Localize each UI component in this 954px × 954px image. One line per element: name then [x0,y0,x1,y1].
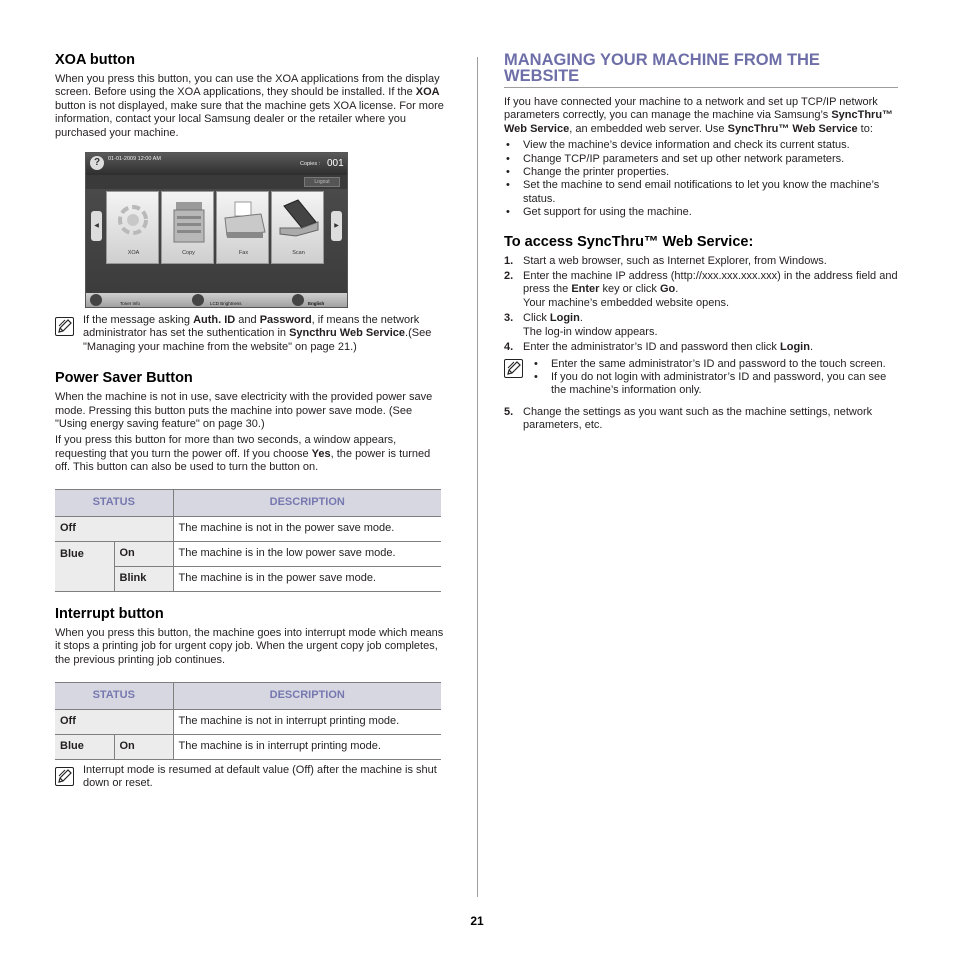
list-item: 1. Start a web browser, such as Internet Explorer, from Windows. [504,254,827,267]
xoa-heading: XOA button [55,52,135,68]
list-item: 2. Enter the machine IP address (http://xxx.xxx.xxx.xxx) in the address field and press the Enter key or click Go. Your machine’s embedded website opens. [504,270,898,309]
access-steps [504,255,898,355]
description-cell: The machine is not in interrupt printing mode. [173,709,441,734]
status-cell: Blue [55,541,114,591]
note-pencil-icon [55,317,74,336]
status-cell: Off [55,709,173,734]
page-number: 21 [470,914,484,928]
tile-xoa-label: XOA [127,250,140,257]
help-icon[interactable]: ? [90,156,104,170]
interrupt-heading: Interrupt button [55,605,164,622]
fax-icon [217,192,270,248]
interrupt-table [55,682,441,760]
list-item: • If you do not login with administrator’s ID and password, you can see the machine’s information only. [532,371,898,398]
managing-intro: If you have connected your machine to a network and set up TCP/IP network parameters correctly, you can manage the machine via Samsung’s SyncThru™ Web Service, an embedded web server. Use SyncThru™ Web Service to: [504,96,894,135]
list-item: • Change TCP/IP parameters and set up other network parameters. [504,153,898,166]
tile-fax-label: Fax [238,250,249,257]
description-cell: The machine is in the power save mode. [173,566,441,591]
list-item: • View the machine’s device information and check its current status. [504,139,898,152]
xoa-paragraph: When you press this button, you can use the XOA applications from the display screen. Before using the XOA applications, they should be installed. If the XOA button is not displayed, make sure that the machine gets XOA license. For more information, contact your local Samsung dealer or the retailer where you purchased your machine. [55,73,444,139]
managing-heading: MANAGING YOUR MACHINE FROM THE WEBSITE [504,52,898,88]
note-login [504,358,898,398]
power-th-description: DESCRIPTION [173,489,441,516]
tile-xoa[interactable] [106,191,159,264]
copies-value: 001 [327,158,344,170]
power-saver-p1: When the machine is not in use, save electricity with the provided power save mode. Pressing this button puts the machine into power save mode. (See "Using energy saving feature" on page 30.) [55,391,433,431]
copier-icon [162,192,215,248]
left-column [55,52,447,791]
list-item: • Set the machine to send email notifications to let you know the machine’s status. [504,179,898,206]
description-cell: The machine is in interrupt printing mode. [173,734,441,759]
description-cell: The machine is in the low power save mode. [173,541,441,566]
description-cell: The machine is not in the power save mode. [173,516,441,541]
screen-datetime: 01-01-2009 12:00 AM [108,156,161,163]
list-item: • Change the printer properties. [504,166,898,179]
toner-info-label: Toner Info [120,301,141,307]
tile-fax[interactable] [216,191,269,264]
xoa-screen-illustration [85,152,348,308]
substatus-cell: On [114,734,173,759]
language-label: English [308,301,325,307]
managing-bullet-list [504,139,898,219]
status-cell: Blue [55,734,114,759]
language-globe-icon[interactable] [292,294,304,306]
brightness-icon[interactable] [192,294,204,306]
power-th-status: STATUS [55,489,173,516]
tile-copy[interactable] [161,191,214,264]
status-cell: Off [55,516,173,541]
list-item: • Get support for using the machine. [504,206,898,219]
table-row [55,516,441,541]
interrupt-p1: When you press this button, the machine goes into interrupt mode which means it stops a printing job for urgent copy job. When the urgent copy job completes, the previous printing job continues. [55,626,444,666]
substatus-cell: On [114,541,173,566]
note-interrupt: Interrupt mode is resumed at default value (Off) after the machine is shut down or reset. [55,764,447,791]
table-row [55,709,441,734]
screen-right-arrow[interactable]: ▶ [331,211,342,241]
table-row [55,734,441,759]
note-auth: If the message asking Auth. ID and Password, if means the network administrator has set the suthentication in Syncthru Web Service.(See "Managing your machine from the website" on page 21.) [55,314,447,354]
scanner-icon [272,192,325,248]
power-saver-heading: Power Saver Button [55,370,193,387]
brightness-label: LCD Brightness [210,301,242,307]
power-saver-p2: If you press this button for more than two seconds, a window appears, requesting that you turn the power off. If you choose Yes, the power is turned off. This button can also be used to turn the button on. [55,434,431,474]
power-saver-table [55,489,441,592]
list-item: 5. Change the settings as you want such as the machine settings, network parameters, etc. [504,405,873,432]
tile-scan[interactable] [271,191,324,264]
list-item: 4. Enter the administrator’s ID and password then click Login. [504,341,813,354]
access-steps-cont [504,406,898,433]
substatus-cell: Blink [114,566,173,591]
tile-scan-label: Scan [292,250,305,257]
xoa-icon [107,192,160,248]
table-row [55,541,441,566]
list-item: 3. Click Login. The log-in window appears. [504,312,658,338]
list-item: • Enter the same administrator’s ID and password to the touch screen. [532,358,898,371]
logout-button[interactable]: Logout [304,177,340,187]
note-pencil-icon [55,767,74,786]
tile-copy-label: Copy [182,250,195,257]
interrupt-th-status: STATUS [55,682,173,709]
screen-left-arrow[interactable]: ◀ [91,211,102,241]
interrupt-th-description: DESCRIPTION [173,682,441,709]
note-bullet-list [532,358,898,398]
column-divider [477,57,478,897]
access-heading: To access SyncThru™ Web Service: [504,233,754,250]
note-pencil-icon [504,359,523,378]
copies-label: Copies : [300,161,321,168]
toner-icon[interactable] [90,294,102,306]
right-column [504,52,898,435]
